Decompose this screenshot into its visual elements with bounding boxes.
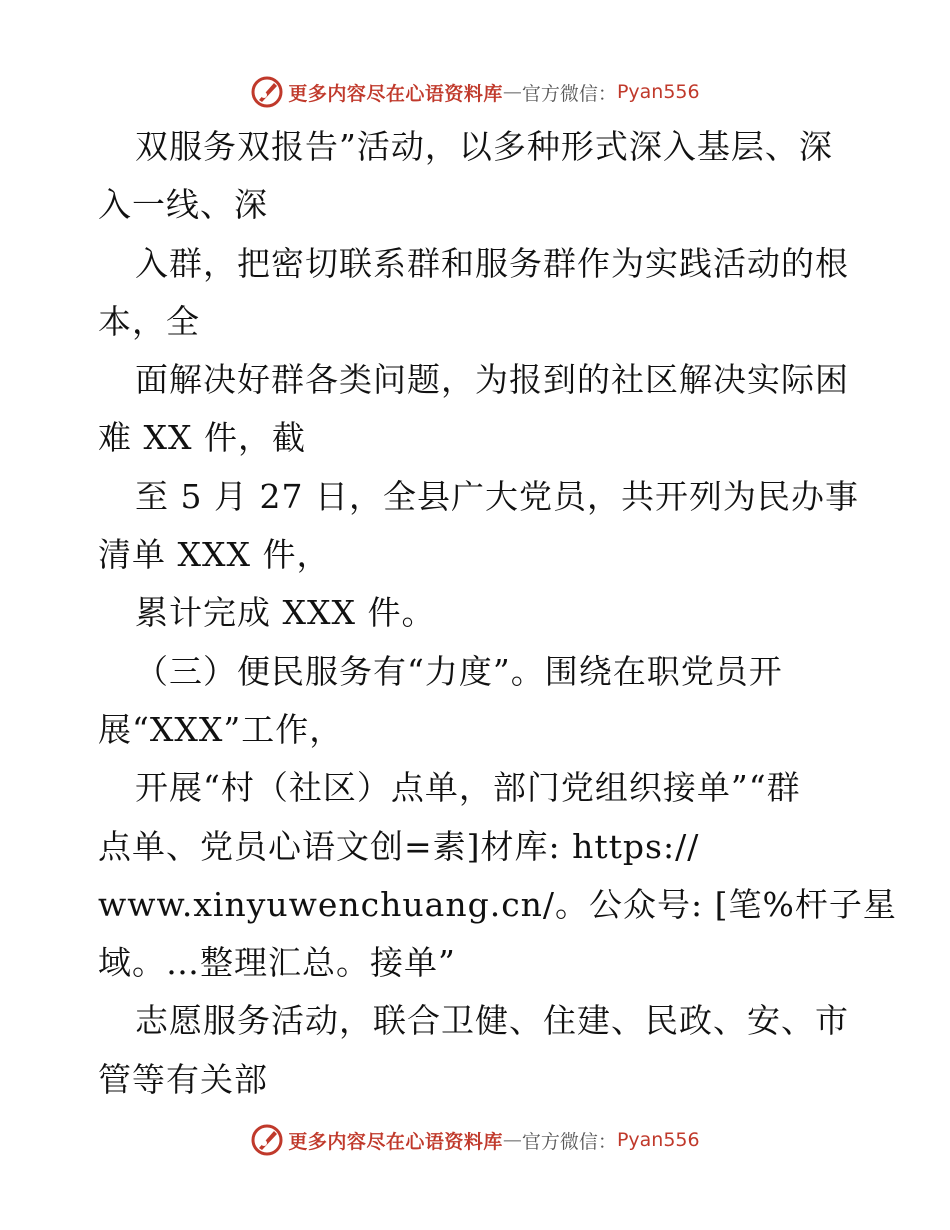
document-body <box>98 118 897 1109</box>
banner-dash: — <box>502 81 522 103</box>
banner-dash: — <box>502 1129 522 1151</box>
text-line: 展“XXX”工作， <box>98 709 344 749</box>
banner-wechat-id: Pyan556 <box>616 1129 700 1151</box>
banner-brand-text: 更多内容尽在心语资料库 <box>288 1130 503 1153</box>
text-line: （三）便民服务有“力度”。围绕在职党员开 <box>135 651 783 691</box>
text-line: 入群，把密切联系群和服务群作为实践活动的根 <box>135 243 849 283</box>
text-line: 双服务双报告”活动，以多种形式深入基层、深 <box>135 127 833 166</box>
text-line: 管等有关部 <box>98 1059 268 1099</box>
text-line: www.xinyuwenchuang.cn/。公众号: [笔%杆子星 <box>98 884 897 924</box>
banner-wechat-id: Pyan556 <box>616 81 700 103</box>
text-line: 难 XX 件，截 <box>98 418 306 458</box>
text-line: 域。…整理汇总。接单” <box>98 943 456 983</box>
header-watermark-banner <box>0 72 950 112</box>
footer-watermark-banner <box>0 1120 950 1160</box>
banner-brand-text: 更多内容尽在心语资料库 <box>288 82 503 105</box>
banner-contact-label: 官方微信： <box>521 1130 617 1153</box>
text-line: 累计完成 XXX 件。 <box>135 593 436 633</box>
text-line: 面解决好群各类问题，为报到的社区解决实际困 <box>135 360 849 400</box>
text-line: 至 5 月 27 日，全县广大党员，共开列为民办事 <box>135 476 859 516</box>
text-line: 志愿服务活动，联合卫健、住建、民政、安、市 <box>135 1001 849 1041</box>
text-line: 入一线、深 <box>98 185 268 225</box>
banner-contact-label: 官方微信： <box>521 82 617 105</box>
quill-seal-icon <box>250 1123 284 1157</box>
quill-seal-icon <box>250 75 284 109</box>
text-line: 清单 XXX 件， <box>98 535 331 575</box>
text-line: 开展“村（社区）点单，部门党组织接单”“群 <box>135 768 801 808</box>
text-line: 本，全 <box>98 301 200 341</box>
text-line: 点单、党员心语文创=素]材库: https:// <box>98 826 700 866</box>
